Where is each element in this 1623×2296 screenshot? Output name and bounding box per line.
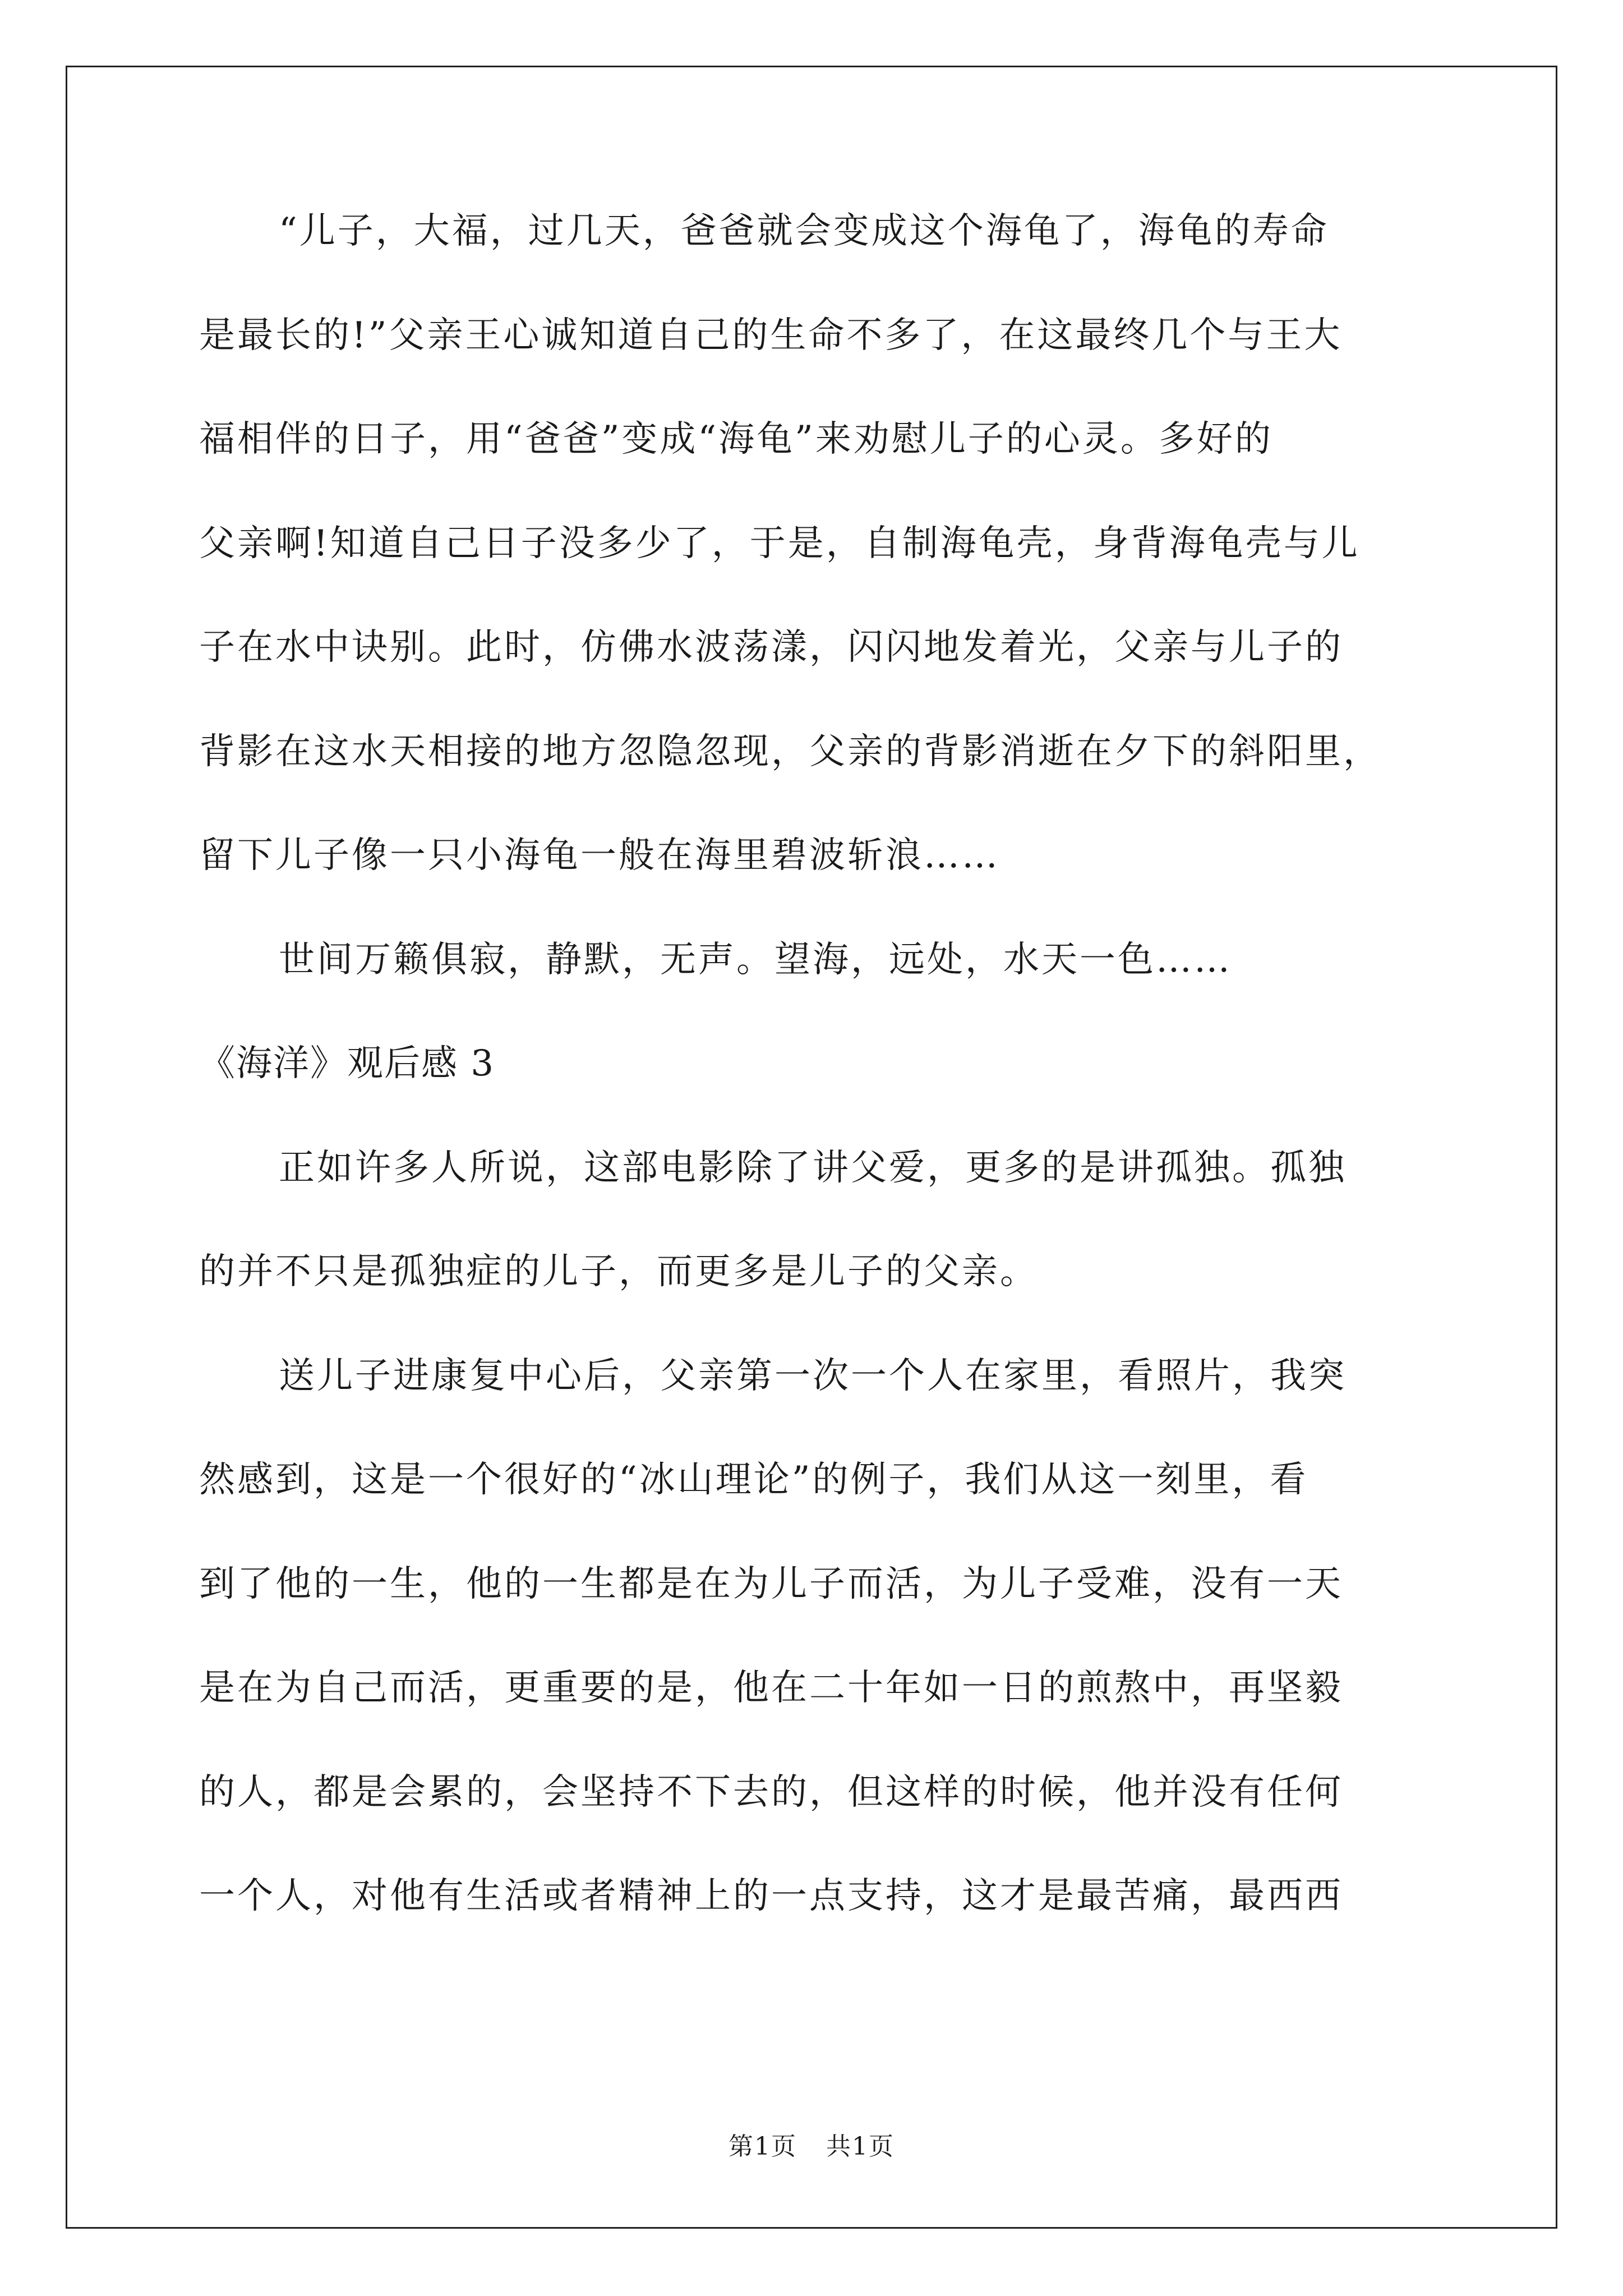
paragraph-1-line-4: 父亲啊!知道自己日子没多少了，于是，自制海龟壳，身背海龟壳与儿 <box>199 522 1360 564</box>
paragraph-3-line-2: 的并不只是孤独症的儿子，而更多是儿子的父亲。 <box>199 1251 1038 1292</box>
document-body <box>199 210 1433 1982</box>
paragraph-1-line-5: 子在水中诀别。此时，仿佛水波荡漾，闪闪地发着光，父亲与儿子的 <box>199 627 1343 668</box>
page-number-total: 共1页 <box>826 2132 895 2161</box>
paragraph-4-line-2: 然感到，这是一个很好的“冰山理论”的例子，我们从这一刻里，看 <box>199 1459 1308 1501</box>
paragraph-4-line-1: 送儿子进康复中心后，父亲第一次一个人在家里，看照片，我突 <box>279 1355 1347 1397</box>
paragraph-4-line-4: 是在为自己而活，更重要的是，他在二十年如一日的煎熬中，再坚毅 <box>199 1667 1343 1709</box>
page-number-current: 第1页 <box>728 2132 797 2161</box>
paragraph-2-line-1: 世间万籁俱寂，静默，无声。望海，远处，水天一色…… <box>279 938 1232 981</box>
paragraph-4-line-5: 的人，都是会累的，会坚持不下去的，但这样的时候，他并没有任何 <box>199 1771 1343 1813</box>
paragraph-1-line-6: 背影在这水天相接的地方忽隐忽现，父亲的背影消逝在夕下的斜阳里， <box>199 730 1381 772</box>
paragraph-3-line-1: 正如许多人所说，这部电影除了讲父爱，更多的是讲孤独。孤独 <box>279 1147 1347 1189</box>
paragraph-1-line-2: 是最长的!”父亲王心诚知道自己的生命不多了，在这最终几个与王大 <box>199 314 1343 356</box>
paragraph-1-line-7: 留下儿子像一只小海龟一般在海里碧波斩浪…… <box>199 835 1000 876</box>
page-footer <box>0 2133 1623 2161</box>
section-heading: 《海洋》观后感 3 <box>199 1043 495 1084</box>
paragraph-4-line-3: 到了他的一生，他的一生都是在为儿子而活，为儿子受难，没有一天 <box>199 1563 1343 1605</box>
paragraph-1-line-1: “儿子，大福，过几天，爸爸就会变成这个海龟了，海龟的寿命 <box>279 210 1329 252</box>
paragraph-4-line-6: 一个人，对他有生活或者精神上的一点支持，这才是最苦痛，最西西 <box>199 1875 1343 1917</box>
paragraph-1-line-3: 福相伴的日子，用“爸爸”变成“海龟”来劝慰儿子的心灵。多好的 <box>199 418 1273 460</box>
